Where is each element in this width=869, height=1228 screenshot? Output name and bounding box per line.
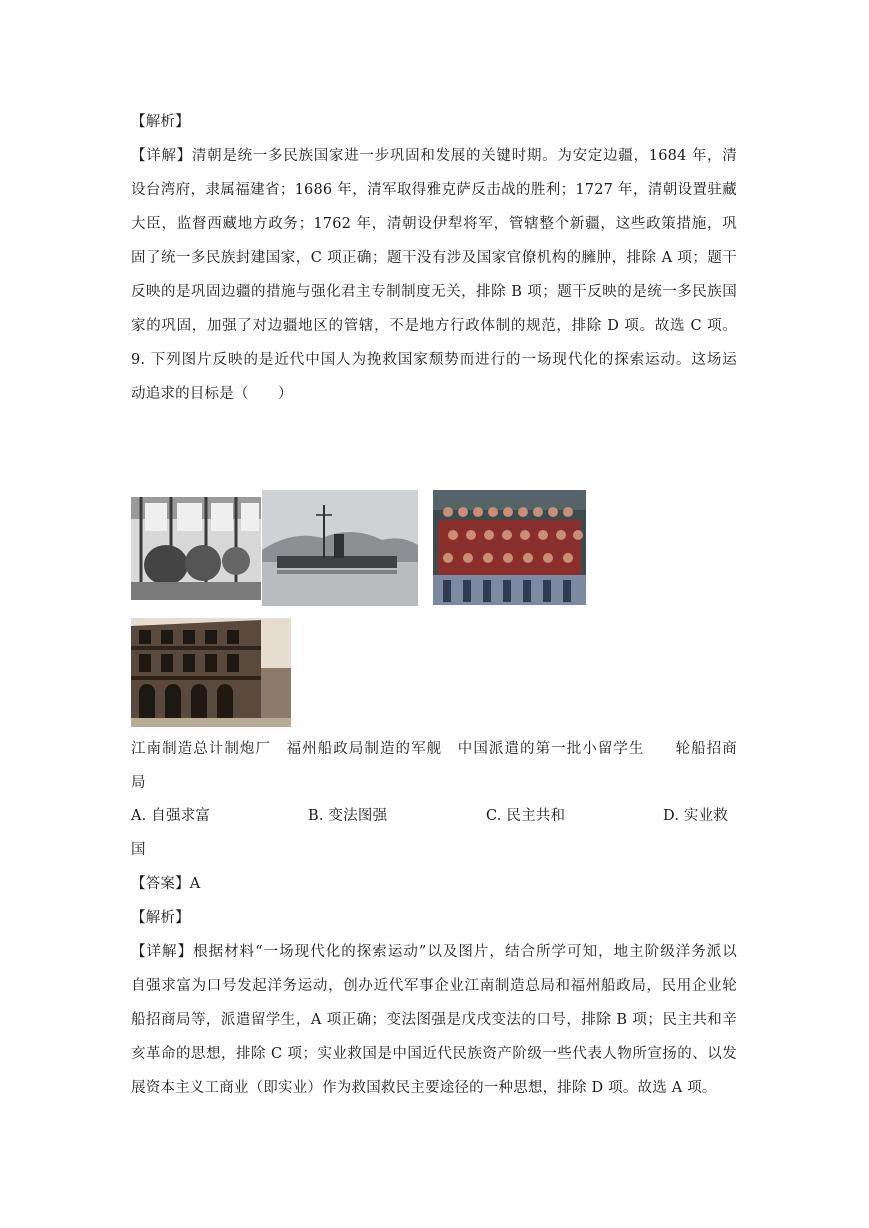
photo-captions: 江南制造总计制炮厂 福州船政局制造的军舰 中国派遣的第一批小留学生 轮船招商 bbox=[131, 741, 737, 757]
warship-photo bbox=[262, 490, 418, 606]
answer-label: 【答案】A bbox=[131, 876, 201, 892]
factory-photo bbox=[131, 497, 261, 600]
analysis-line: 【详解】清朝是统一多民族国家进一步巩固和发展的关键时期。为安定边疆，1684 年，清 bbox=[131, 148, 737, 164]
option-b: B. 变法图强 bbox=[308, 808, 388, 824]
answer-analysis-line: 自强求富为口号发起洋务运动，创办近代军事企业江南制造总局和福州船政局，民用企业轮 bbox=[131, 978, 737, 994]
analysis-line: 家的巩固，加强了对边疆地区的管辖，不是地方行政体制的规范，排除 D 项。故选 C 项。 bbox=[131, 318, 737, 334]
analysis-line: 设台湾府，隶属福建省；1686 年，清军取得雅克萨反击战的胜利；1727 年，清朝设置驻藏 bbox=[131, 182, 737, 198]
answer-analysis-heading: 【解析】 bbox=[131, 910, 190, 926]
question-stem: 9. 下列图片反映的是近代中国人为挽救国家颓势而进行的一场现代化的探索运动。这场运 bbox=[131, 352, 737, 368]
students-photo bbox=[433, 490, 586, 605]
option-a: A. 自强求富 bbox=[131, 808, 211, 824]
analysis-line: 大臣，监督西藏地方政务；1762 年，清朝设伊犁将军，管辖整个新疆，这些政策措施，巩 bbox=[131, 216, 737, 232]
option-d-cont: 国 bbox=[131, 842, 146, 858]
answer-analysis-line: 船招商局等，派遣留学生，A 项正确；变法图强是戊戌变法的口号，排除 B 项；民主共和辛 bbox=[131, 1012, 737, 1028]
answer-analysis-line: 【详解】根据材料“一场现代化的探索运动”以及图片，结合所学可知，地主阶级洋务派以 bbox=[131, 944, 737, 960]
answer-analysis-line: 亥革命的思想，排除 C 项；实业救国是中国近代民族资产阶级一些代表人物所宣扬的、以发 bbox=[131, 1046, 737, 1062]
building-photo bbox=[131, 618, 291, 727]
analysis-line: 固了统一多民族封建国家，C 项正确；题干没有涉及国家官僚机构的臃肿，排除 A 项；题干 bbox=[131, 250, 737, 266]
option-c: C. 民主共和 bbox=[486, 808, 566, 824]
analysis-heading: 【解析】 bbox=[131, 114, 190, 130]
answer-analysis-line: 展资本主义工商业（即实业）作为救国救民主要途径的一种思想，排除 D 项。故选 A 项。 bbox=[131, 1080, 717, 1096]
question-stem-cont: 动追求的目标是（ ） bbox=[131, 386, 293, 402]
photo-captions-cont: 局 bbox=[131, 775, 146, 791]
answer-options bbox=[131, 806, 737, 826]
option-d: D. 实业救 bbox=[663, 808, 729, 824]
analysis-line: 反映的是巩固边疆的措施与强化君主专制制度无关，排除 B 项；题干反映的是统一多民族国 bbox=[131, 284, 737, 300]
